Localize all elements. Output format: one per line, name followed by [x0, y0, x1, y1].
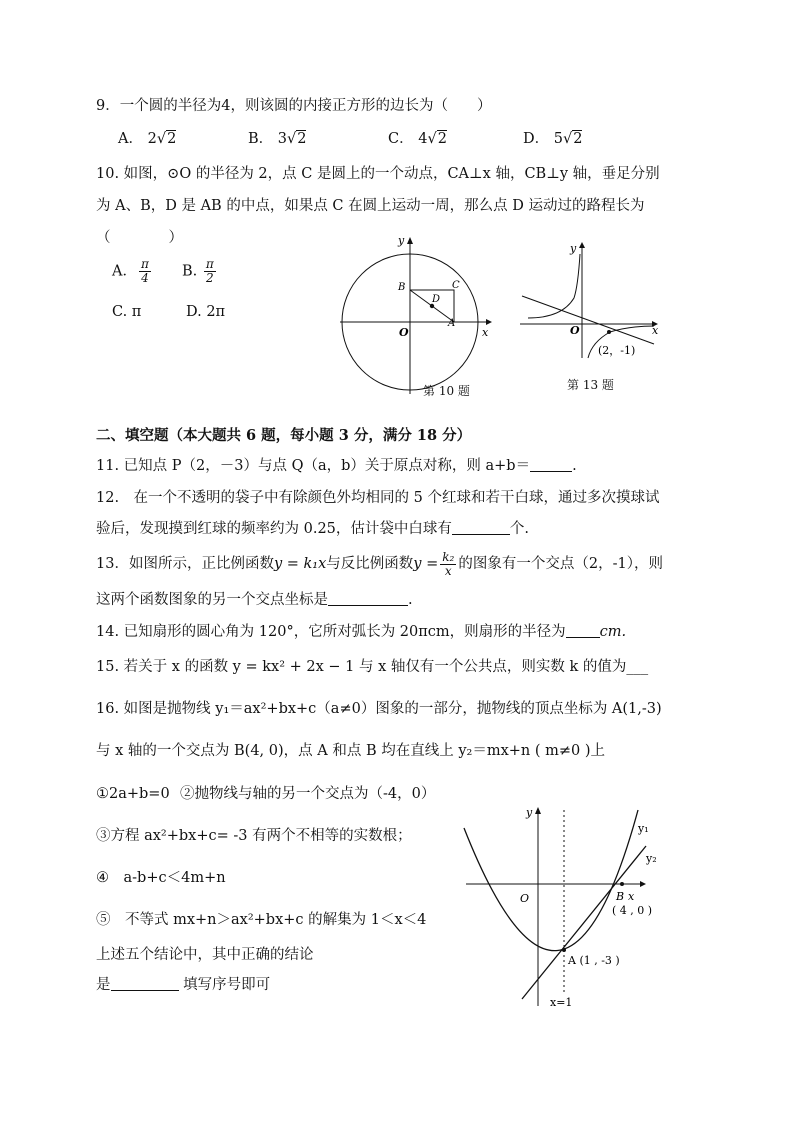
- x-label: x: [652, 324, 659, 337]
- axis-label: x=1: [550, 996, 573, 1009]
- y-label: y: [398, 234, 405, 247]
- origin-label: O: [399, 326, 409, 339]
- q15: 15. 若关于 x 的函数 y = kx² + 2x − 1 与 x 轴仅有一个公共点，则实数 k 的值为___: [96, 659, 649, 675]
- q13-line2: 这两个函数图象的另一个交点坐标是 .: [96, 592, 413, 608]
- q10-line2: 为 A、B，D 是 AB 的中点，如果点 C 在圆上运动一周，那么点 D 运动过的路程长为: [96, 198, 645, 214]
- origin-label: O: [570, 324, 580, 337]
- y2-label: y₂: [646, 852, 657, 865]
- point-a: [562, 948, 566, 952]
- q9-option-d: D． 5√2: [523, 131, 583, 147]
- caption-fig10: 第 10 题: [423, 384, 470, 398]
- q16-conclusion-4: ④ a-b+c＜4m+n: [96, 870, 226, 886]
- figure-13: [514, 240, 664, 370]
- point-b: [620, 882, 624, 886]
- line-y2: [522, 846, 646, 999]
- q12-line1: 12. 在一个不透明的袋子中有除颜色外均相同的 5 个红球和若干白球，通过多次摸球试: [96, 490, 660, 506]
- q9-option-a: A． 2√2: [118, 131, 177, 147]
- intersection-point: [607, 330, 611, 334]
- hyperbola-branch-left: [528, 254, 580, 318]
- y-label: y: [570, 242, 577, 255]
- q16-conclusion-line1: 上述五个结论中，其中正确的结论: [96, 947, 314, 963]
- a-label: A (1 , -3 ): [568, 954, 620, 967]
- figure-16: [458, 804, 678, 1010]
- q10-line1: 10. 如图，⊙O 的半径为 2，点 C 是圆上的一个动点，CA⊥x 轴，CB⊥y 轴，垂足分别: [96, 166, 660, 182]
- q13-line1: 13．如图所示，正比例函数y = k₁x与反比例函数y = $\frac{\text{k₂}}{x}$ 的图象有一个交点（2，-1），则: [96, 549, 663, 578]
- caption-fig13: 第 13 题: [567, 378, 614, 392]
- q16-conclusion-2: ②抛物线与轴的另一个交点为（-4，0）: [180, 786, 436, 802]
- q16-conclusion-5: ⑤ 不等式 mx+n＞ax²+bx+c 的解集为 1＜x＜4: [96, 912, 427, 928]
- q10-line3: （ ）: [96, 230, 183, 246]
- b-label: B: [616, 890, 625, 903]
- point-label: (2，-1): [598, 344, 636, 357]
- q16-conclusion-line2: 是 填写序号即可: [96, 977, 271, 993]
- parabola-y1: [464, 810, 638, 951]
- x-label: x: [482, 326, 489, 339]
- q16-conclusion-1: ①2a+b=0: [96, 786, 170, 802]
- q16-line1: 16. 如图是抛物线 y₁＝ax²+bx+c（a≠0）图象的一部分，抛物线的顶点坐标为 A(1,-3): [96, 701, 662, 717]
- q10-option-d: D. 2π: [186, 304, 226, 320]
- q10-option-b: B. $\frac{\pi}{2}$: [182, 257, 214, 285]
- b-coord-label: ( 4 , 0 ): [612, 904, 653, 917]
- q10-option-c: C. π: [112, 304, 142, 320]
- q9-option-b: B． 3√2: [248, 131, 307, 147]
- x-label: x: [628, 890, 635, 903]
- y1-label: y₁: [638, 822, 649, 835]
- figure-10: [336, 232, 502, 402]
- q9-option-c: C． 4√2: [388, 131, 447, 147]
- line-y-k1x: [522, 296, 654, 344]
- q14: 14. 已知扇形的圆心角为 120°，它所对弧长为 20πcm，则扇形的半径为 cm.: [96, 624, 627, 640]
- q12-line2: 验后，发现摸到红球的频率约为 0.25，估计袋中白球有 个.: [96, 521, 530, 537]
- label-b: B: [398, 282, 406, 293]
- label-d: D: [432, 294, 441, 305]
- q11: 11. 已知点 P（2，－3）与点 Q（a，b）关于原点对称，则 a+b＝ .: [96, 458, 577, 474]
- q16-conclusion-3: ③方程 ax²+bx+c= -3 有两个不相等的实数根；: [96, 828, 412, 844]
- q10-option-a: A． $\frac{\pi}{4}$: [112, 257, 149, 285]
- q16-line2: 与 x 轴的一个交点为 B(4, 0)，点 A 和点 B 均在直线上 y₂＝mx+n ( m≠0 )上: [96, 743, 605, 759]
- q9-stem: 9．一个圆的半径为4，则该圆的内接正方形的边长为（ ）: [96, 98, 492, 114]
- section-heading: 二、填空题（本大题共 6 题，每小题 3 分，满分 18 分）: [96, 427, 472, 444]
- label-c: C: [452, 280, 460, 291]
- label-a: A: [448, 318, 456, 329]
- y-label: y: [526, 806, 533, 819]
- origin-label: O: [520, 892, 530, 905]
